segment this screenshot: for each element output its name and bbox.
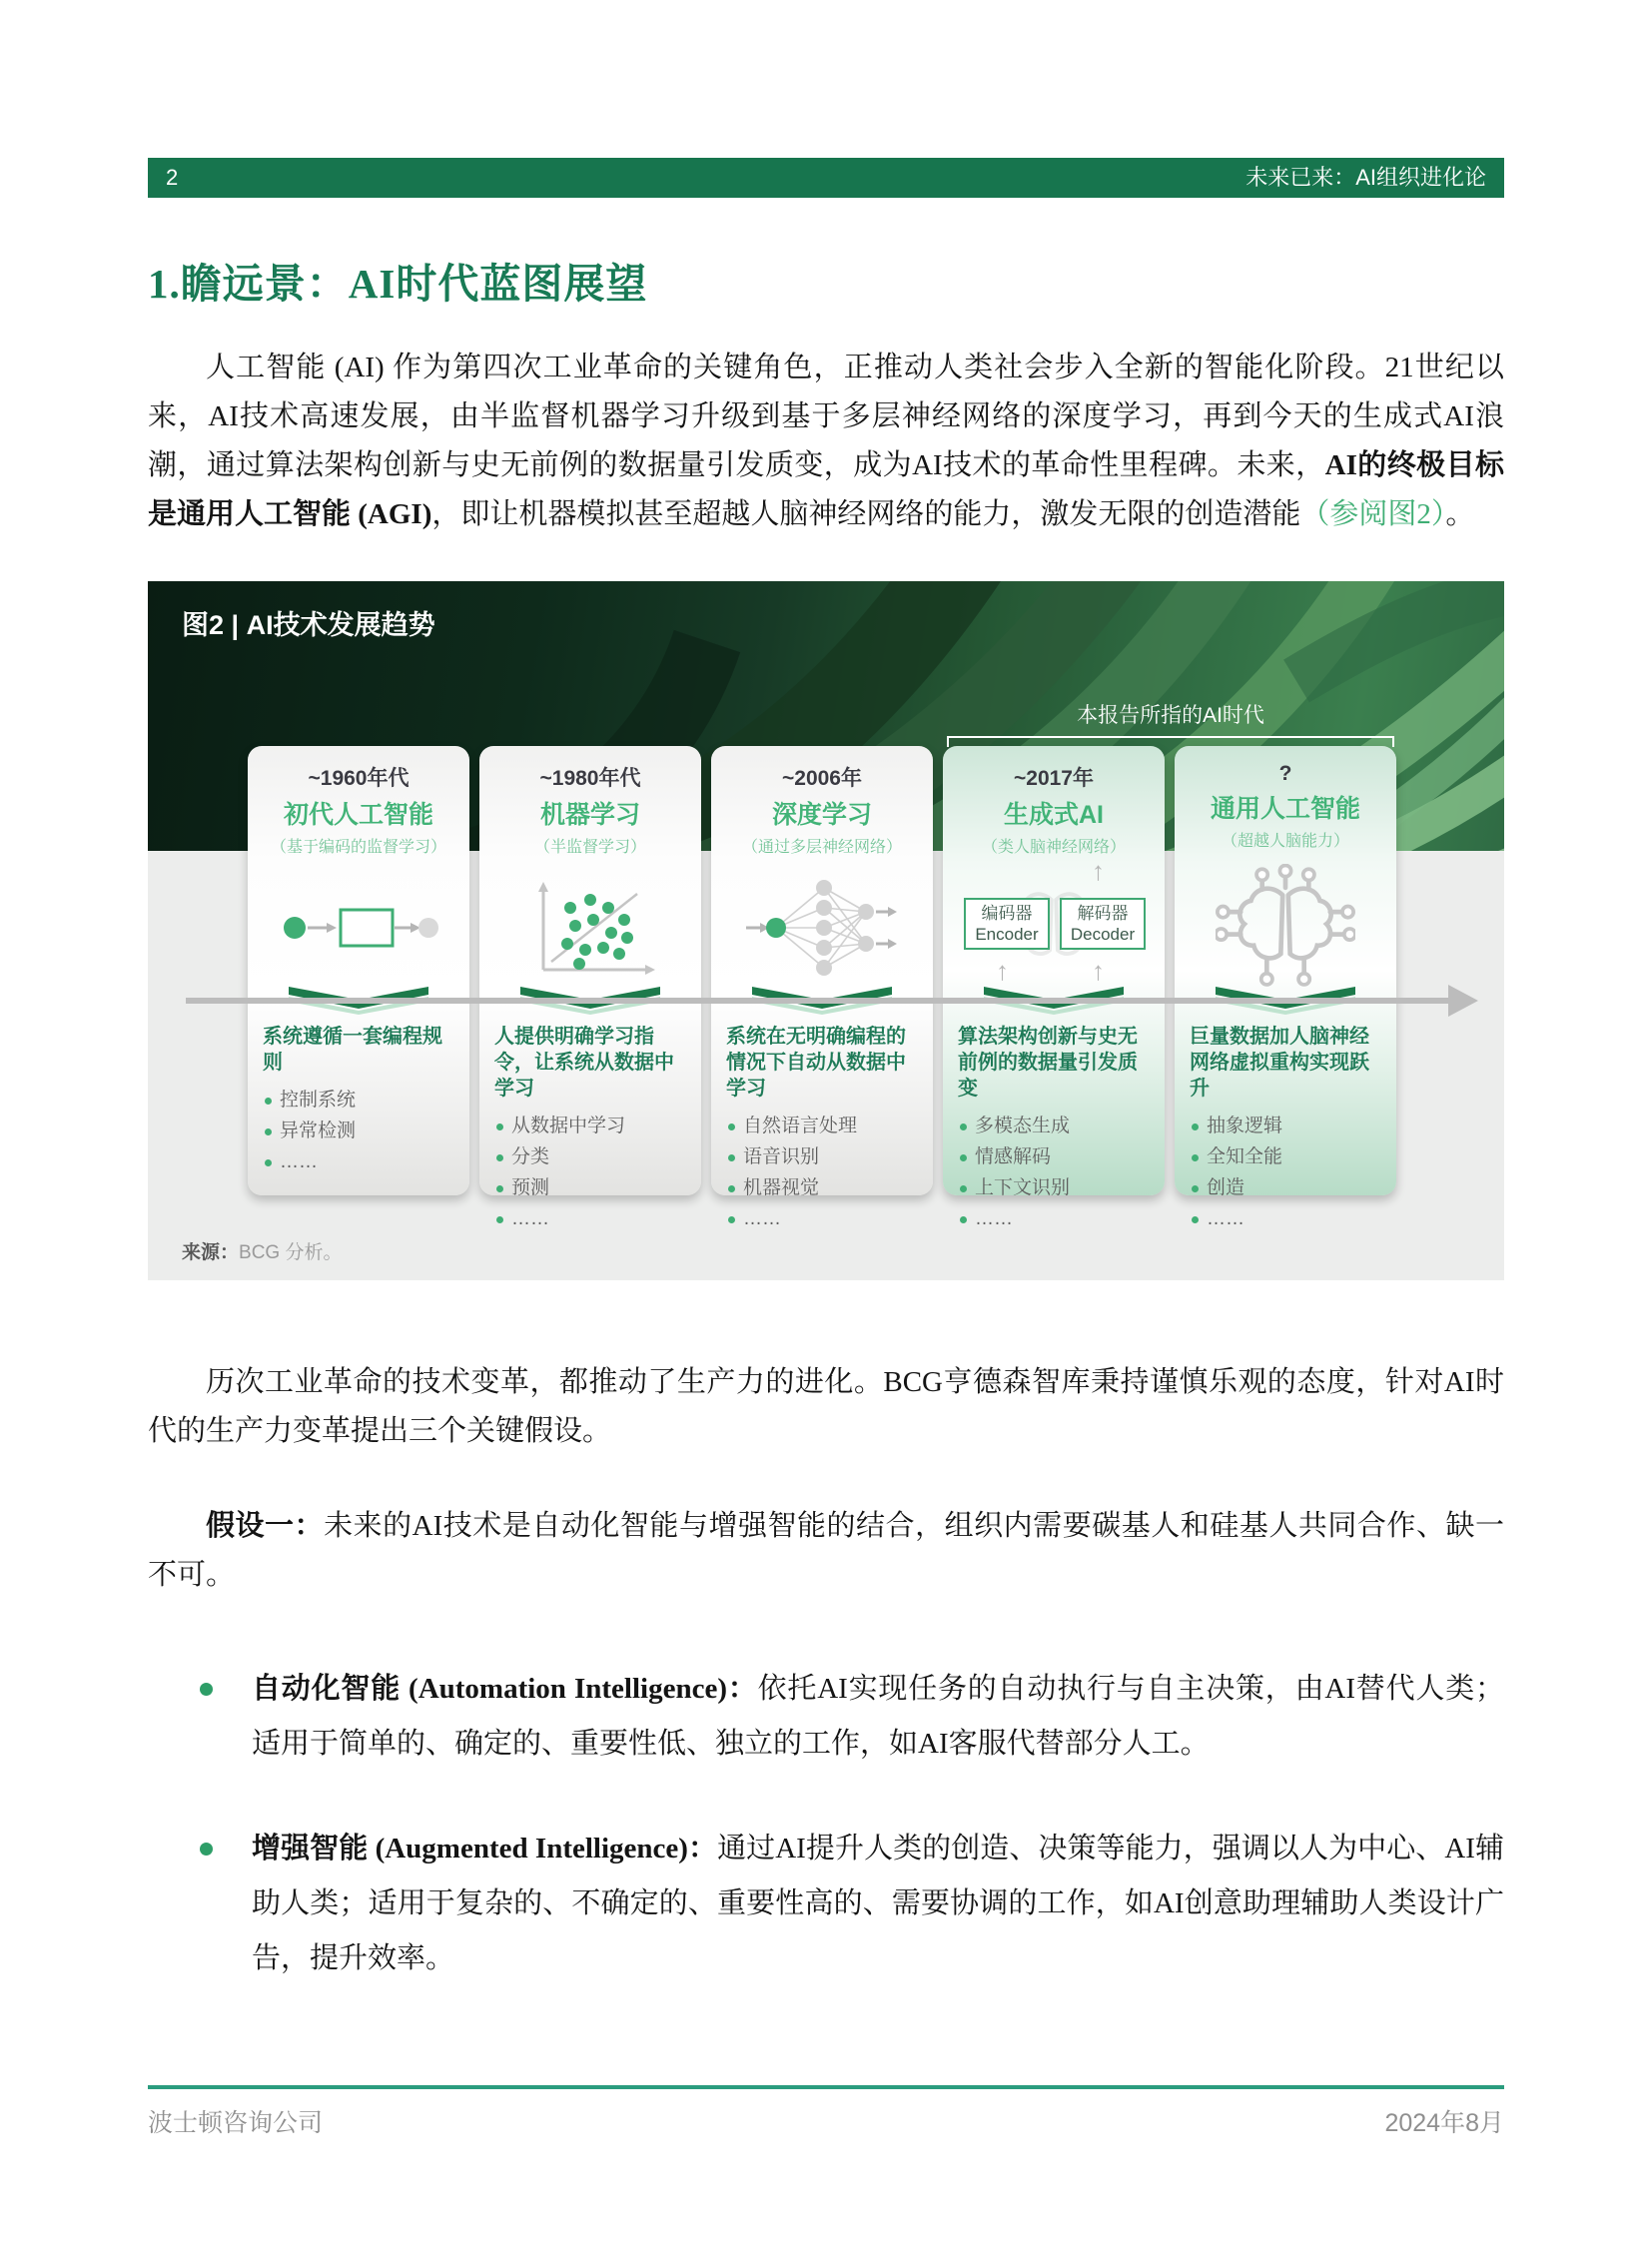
decoder-label-zh: 解码器 bbox=[1077, 904, 1129, 923]
card-bullet: 自然语言处理 bbox=[726, 1111, 923, 1141]
card-bullet: 上下文识别 bbox=[958, 1172, 1155, 1203]
timeline-card-deep-learning bbox=[711, 746, 933, 1229]
up-arrow-icon: ↑ bbox=[1092, 956, 1105, 986]
timeline-card-agi bbox=[1175, 746, 1396, 1229]
header-title: 未来已来：AI组织进化论 bbox=[1245, 165, 1486, 190]
footer-divider bbox=[148, 2085, 1504, 2089]
card-subtitle: （通过多层神经网络） bbox=[741, 839, 902, 856]
encoder-label-zh: 编码器 bbox=[981, 904, 1033, 923]
card-bullet-list bbox=[726, 1111, 923, 1234]
page-content bbox=[0, 158, 1652, 1986]
card-body bbox=[494, 1024, 691, 1234]
figure-title: 图2 | AI技术发展趋势 bbox=[182, 610, 435, 640]
card-body bbox=[958, 1024, 1155, 1234]
card-description: 系统遵循一套编程规则 bbox=[263, 1026, 442, 1074]
paragraph-revolutions: 历次工业革命的技术变革，都推动了生产力的进化。BCG亨德森智库秉持谨慎乐观的态度，针对AI时代的生产力变革提出三个关键假设。 bbox=[148, 1366, 1504, 1447]
card-period: ~1980年代 bbox=[539, 767, 641, 790]
card-bullet: 多模态生成 bbox=[958, 1111, 1155, 1141]
input-process-output-icon bbox=[248, 858, 469, 998]
brain-circuit-icon bbox=[1175, 858, 1396, 998]
card-bullet: 机器视觉 bbox=[726, 1172, 923, 1203]
card-bullet: 抽象逻辑 bbox=[1190, 1111, 1386, 1141]
card-bullet: 创造 bbox=[1190, 1172, 1386, 1203]
card-head bbox=[248, 746, 469, 857]
timeline-card-machine-learning bbox=[479, 746, 701, 1229]
card-bullet-list bbox=[958, 1111, 1155, 1234]
card-period: ? bbox=[1278, 762, 1292, 785]
scatter-plot-icon bbox=[479, 858, 701, 998]
card-bullet-list bbox=[1190, 1111, 1386, 1234]
card-subtitle: （半监督学习） bbox=[533, 839, 646, 856]
era-label-group bbox=[947, 699, 1394, 747]
card-description: 系统在无明确编程的情况下自动从数据中学习 bbox=[726, 1026, 906, 1100]
card-description: 算法架构创新与史无前例的数据量引发质变 bbox=[958, 1026, 1138, 1100]
card-bullet: 预测 bbox=[494, 1172, 691, 1203]
footer-date: 2024年8月 bbox=[1384, 2109, 1504, 2137]
card-name: 生成式AI bbox=[1003, 801, 1104, 829]
intro-bold: AI的终极目标是通用人工智能 (AGI) bbox=[148, 449, 1504, 530]
bullet-dot-icon bbox=[200, 1683, 213, 1696]
hypothesis-lead: 假设一： bbox=[206, 1510, 325, 1542]
footer-company: 波士顿咨询公司 bbox=[148, 2109, 324, 2137]
timeline-arrow bbox=[186, 998, 1452, 1004]
intro-text-2: ，即让机器模拟甚至超越人脑神经网络的能力，激发无限的创造潜能 bbox=[431, 498, 1301, 530]
encoder-label-en: Encoder bbox=[975, 925, 1039, 944]
card-period: ~1960年代 bbox=[308, 767, 410, 790]
card-bullet: 从数据中学习 bbox=[494, 1111, 691, 1141]
card-bullet: …… bbox=[494, 1203, 691, 1234]
card-name: 机器学习 bbox=[539, 801, 640, 829]
card-body bbox=[1190, 1024, 1386, 1234]
bullet-automation-intelligence bbox=[148, 1662, 1504, 1772]
card-subtitle: （超越人脑能力） bbox=[1221, 833, 1349, 850]
bullet-term: 自动化智能 (Automation Intelligence)： bbox=[252, 1673, 758, 1705]
bullet-text: 通过AI提升人类的创造、决策等能力，强调以人为中心、AI辅助人类；适用于复杂的、不确定的、重要性高的、需要协调的工作，如AI创意助理辅助人类设计广告，提升效率。 bbox=[252, 1833, 1505, 1974]
card-bullet: …… bbox=[1190, 1203, 1386, 1234]
intro-paragraph bbox=[148, 344, 1504, 539]
card-bullet: 情感解码 bbox=[958, 1141, 1155, 1172]
page-number: 2 bbox=[166, 165, 179, 190]
card-period: ~2006年 bbox=[782, 767, 862, 790]
decoder-label-en: Decoder bbox=[1070, 925, 1136, 944]
card-subtitle: （基于编码的监督学习） bbox=[270, 839, 446, 856]
card-bullet: 分类 bbox=[494, 1141, 691, 1172]
encoder-box bbox=[964, 898, 1050, 950]
hypothesis-paragraph bbox=[148, 1502, 1504, 1600]
encoder-decoder-icon bbox=[943, 858, 1165, 998]
card-bullet: …… bbox=[958, 1203, 1155, 1234]
card-name: 深度学习 bbox=[771, 801, 872, 829]
card-name: 通用人工智能 bbox=[1210, 795, 1360, 823]
card-head bbox=[711, 746, 933, 857]
bullet-dot-icon bbox=[200, 1843, 213, 1856]
card-bullet: 语音识别 bbox=[726, 1141, 923, 1172]
decoder-box bbox=[1060, 898, 1146, 950]
bullet-augmented-intelligence bbox=[148, 1822, 1504, 1986]
bullet-term: 增强智能 (Augmented Intelligence)： bbox=[252, 1833, 718, 1865]
era-label: 本报告所指的AI时代 bbox=[1077, 704, 1264, 727]
card-name: 初代人工智能 bbox=[283, 801, 433, 829]
card-bullet: 异常检测 bbox=[263, 1116, 459, 1146]
card-subtitle: （类人脑神经网络） bbox=[981, 839, 1126, 856]
source-text: BCG 分析。 bbox=[239, 1242, 343, 1263]
card-period: ~2017年 bbox=[1014, 767, 1094, 790]
card-head bbox=[479, 746, 701, 857]
intro-text-3: 。 bbox=[1445, 498, 1475, 530]
card-description: 人提供明确学习指令，让系统从数据中学习 bbox=[494, 1026, 674, 1100]
bullet-text: 依托AI实现任务的自动执行与自主决策，由AI替代人类；适用于简单的、确定的、重要性低、独立的工作，如AI客服代替部分人工。 bbox=[252, 1673, 1505, 1760]
card-bullet-list bbox=[263, 1085, 459, 1177]
card-body bbox=[726, 1024, 923, 1234]
card-bullet: 全知全能 bbox=[1190, 1141, 1386, 1172]
section-heading: 1.瞻远景：AI时代蓝图展望 bbox=[148, 261, 648, 307]
card-bullet: …… bbox=[263, 1146, 459, 1177]
intelligence-bullet-list bbox=[148, 1662, 1504, 1986]
hypothesis-text: 未来的AI技术是自动化智能与增强智能的结合，组织内需要碳基人和硅基人共同合作、缺一不可。 bbox=[148, 1510, 1504, 1591]
up-arrow-icon: ↑ bbox=[996, 956, 1009, 986]
figure-2 bbox=[148, 581, 1504, 1280]
card-head bbox=[1175, 746, 1396, 851]
neural-network-icon bbox=[711, 858, 933, 998]
card-description: 巨量数据加人脑神经网络虚拟重构实现跃升 bbox=[1190, 1026, 1369, 1100]
card-body bbox=[263, 1024, 459, 1177]
up-arrow-icon: ↑ bbox=[1092, 856, 1105, 886]
timeline-card-early-ai bbox=[248, 746, 469, 1195]
timeline-arrow-head bbox=[1448, 985, 1478, 1017]
source-label: 来源： bbox=[182, 1242, 240, 1263]
timeline-card-generative-ai bbox=[943, 746, 1165, 1229]
figure-source bbox=[182, 1237, 342, 1264]
figure-reference-link[interactable]: （参阅图2） bbox=[1300, 498, 1446, 530]
page-footer bbox=[148, 2103, 1504, 2139]
card-bullet: …… bbox=[726, 1203, 923, 1234]
intro-text-1: 人工智能 (AI) 作为第四次工业革命的关键角色，正推动人类社会步入全新的智能化阶段。21世纪以来，AI技术高速发展，由半监督机器学习升级到基于多层神经网络的深度学习，再到今天的生成式AI浪潮，通过算法架构创新与史无前例的数据量引发质变，成为AI技术的革命性里程碑。未来， bbox=[148, 352, 1504, 481]
card-bullet-list bbox=[494, 1111, 691, 1234]
page-header-bar bbox=[148, 158, 1504, 198]
card-head bbox=[943, 746, 1165, 857]
card-bullet: 控制系统 bbox=[263, 1085, 459, 1116]
timeline-cards bbox=[248, 746, 1396, 1229]
